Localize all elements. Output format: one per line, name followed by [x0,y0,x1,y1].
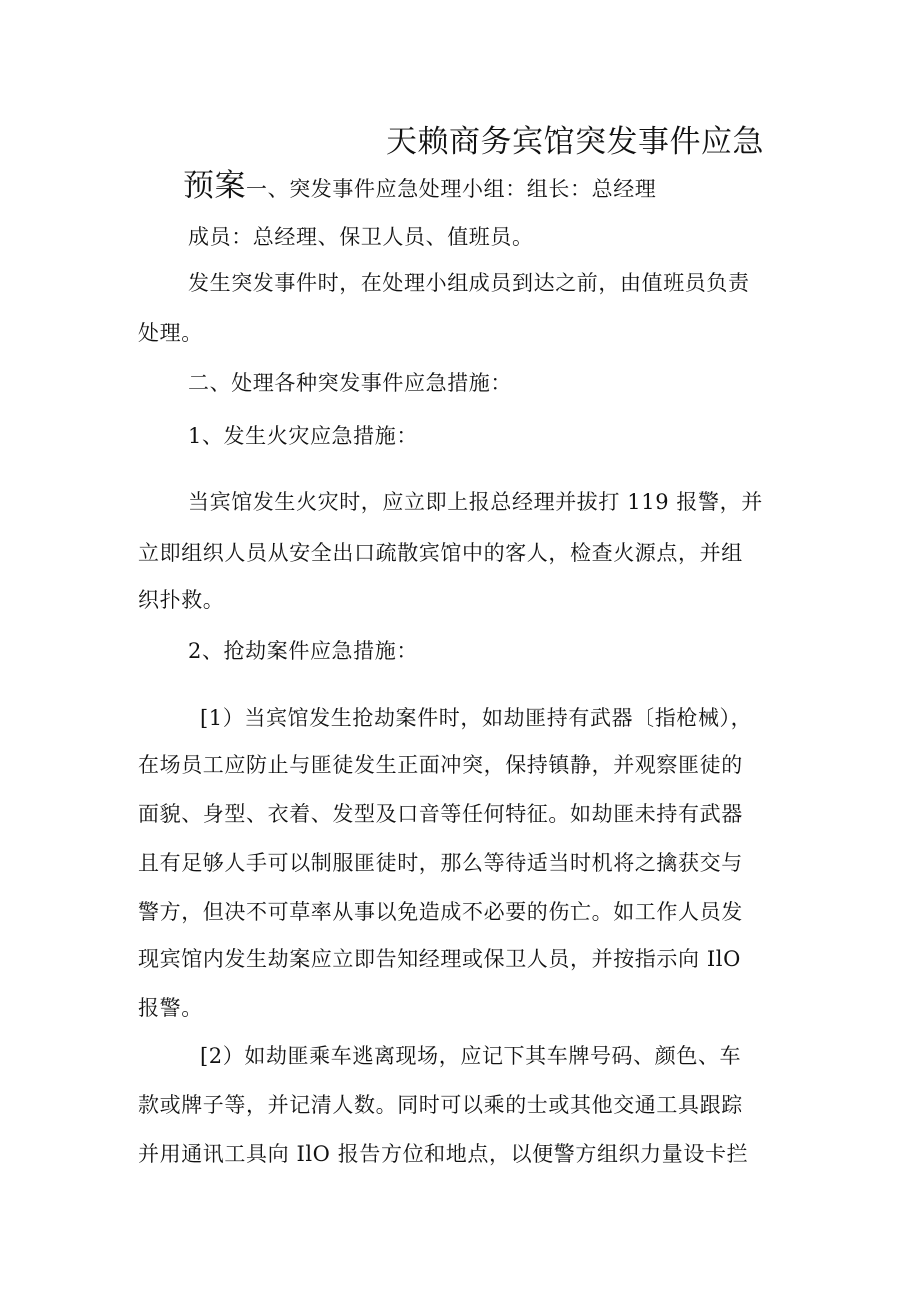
section-heading-1: 一、突发事件应急处理小组：组长：总经理 [246,177,657,201]
paragraph-line: 且有足够人手可以制服匪徒时，那么等待适当时机将之擒获交与 [138,851,743,875]
subsection-heading-fire: 1、发生火灾应急措施： [188,424,418,448]
subsection-heading-robbery: 2、抢劫案件应急措施： [188,639,418,663]
paragraph-line: 处理。 [138,321,203,345]
paragraph-line: 当宾馆发生火灾时，应立即上报总经理并拔打 119 报警，并 [188,490,763,514]
section-heading-2: 二、处理各种突发事件应急措施： [188,371,512,395]
document-title-continuation: 预案 [183,168,246,204]
paragraph-line: [1）当宾馆发生抢劫案件时，如劫匪持有武器〔指枪械）， [200,706,753,730]
paragraph-line: 报警。 [138,996,203,1020]
paragraph-line: 并用通讯工具向 IlO 报告方位和地点，以便警方组织力量设卡拦 [138,1142,749,1166]
paragraph-line: 面貌、身型、衣着、发型及口音等任何特征。如劫匪未持有武器 [138,802,743,826]
paragraph-line: 织扑救。 [138,588,225,612]
title-continuation-line [183,168,843,204]
paragraph-line: 警方，但决不可草率从事以免造成不必要的伤亡。如工作人员发 [138,900,743,924]
paragraph-line: 现宾馆内发生劫案应立即告知经理或保卫人员，并按指示向 IlO [138,947,741,971]
document-title: 天赖商务宾馆突发事件应急 [386,124,764,160]
paragraph-line: [2）如劫匪乘车逃离现场，应记下其车牌号码、颜色、车 [200,1044,742,1068]
paragraph-line: 成员：总经理、保卫人员、值班员。 [188,225,534,249]
paragraph-line: 发生突发事件时，在处理小组成员到达之前，由值班员负责 [188,271,750,295]
paragraph-line: 在场员工应防止与匪徒发生正面冲突，保持镇静，并观察匪徒的 [138,753,743,777]
paragraph-line: 立即组织人员从安全出口疏散宾馆中的客人，检查火源点，并组 [138,541,743,565]
paragraph-line: 款或牌子等，并记清人数。同时可以乘的士或其他交通工具跟踪 [138,1093,743,1117]
